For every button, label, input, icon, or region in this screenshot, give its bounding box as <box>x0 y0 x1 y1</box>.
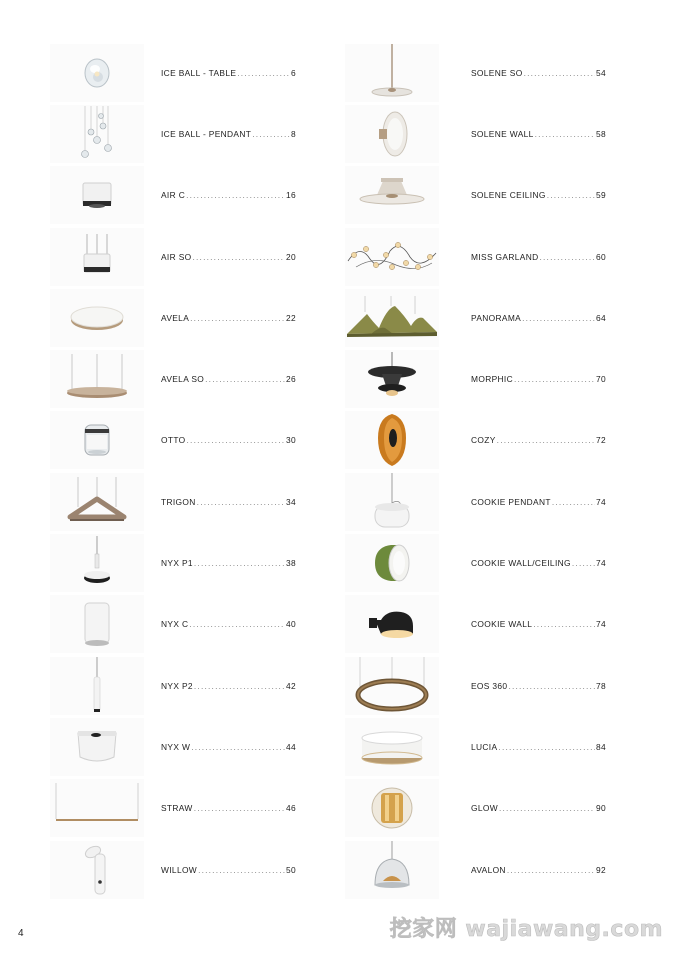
dot-leader <box>197 497 285 507</box>
solene-ceiling-dome-icon <box>345 166 439 224</box>
page-ref: 42 <box>285 680 296 691</box>
trigon-triangular-pendant-icon <box>50 473 144 531</box>
index-entry-text <box>161 742 296 752</box>
eos-360-ring-icon <box>345 657 439 715</box>
index-entry[interactable] <box>50 165 350 226</box>
catalog-index-right-column <box>345 42 645 900</box>
page-ref: 64 <box>595 312 606 323</box>
index-entry-text <box>161 803 296 813</box>
page-ref: 44 <box>285 741 296 752</box>
index-entry-text <box>161 313 296 323</box>
dot-leader <box>540 252 595 262</box>
dot-leader <box>205 374 285 384</box>
nyx-p1-pendant-icon <box>50 534 144 592</box>
product-name: SOLENE CEILING <box>471 190 546 201</box>
page-ref: 78 <box>595 680 606 691</box>
index-entry-text <box>471 313 606 323</box>
index-entry[interactable] <box>345 410 645 471</box>
index-entry[interactable] <box>50 348 350 409</box>
index-entry[interactable] <box>345 839 645 900</box>
page-ref: 20 <box>285 251 296 262</box>
page-ref: 50 <box>285 864 296 875</box>
product-name: COOKIE PENDANT <box>471 496 551 507</box>
product-name: AVELA <box>161 312 190 323</box>
product-name: COOKIE WALL <box>471 619 533 630</box>
page-ref: 30 <box>285 435 296 446</box>
avalon-glass-pendant-icon <box>345 841 439 899</box>
dot-leader <box>198 865 285 875</box>
miss-garland-string-lights-icon <box>345 228 439 286</box>
index-entry[interactable] <box>345 348 645 409</box>
product-name: COZY <box>471 435 496 446</box>
dot-leader <box>499 803 595 813</box>
dot-leader <box>514 374 595 384</box>
index-entry-text <box>471 68 606 78</box>
page-ref: 74 <box>595 558 606 569</box>
dot-leader <box>524 68 595 78</box>
product-name: EOS 360 <box>471 680 508 691</box>
product-name: SOLENE WALL <box>471 128 534 139</box>
index-entry[interactable] <box>345 226 645 287</box>
index-entry[interactable] <box>345 778 645 839</box>
product-name: COOKIE WALL/CEILING <box>471 558 571 569</box>
cozy-amber-wall-shell-icon <box>345 411 439 469</box>
page-ref: 16 <box>285 190 296 201</box>
index-entry[interactable] <box>50 594 350 655</box>
index-entry-text <box>161 374 296 384</box>
index-entry[interactable] <box>50 532 350 593</box>
product-name: SOLENE SO <box>471 67 523 78</box>
dot-leader <box>572 558 595 568</box>
cookie-wall-ceiling-green-icon <box>345 534 439 592</box>
page-ref: 74 <box>595 496 606 507</box>
panorama-felt-mountains-icon <box>345 289 439 347</box>
dot-leader <box>522 313 595 323</box>
index-entry-text <box>471 252 606 262</box>
product-name: WILLOW <box>161 864 198 875</box>
nyx-c-ceiling-cylinder-icon <box>50 595 144 653</box>
dot-leader <box>187 435 285 445</box>
page-ref: 34 <box>285 496 296 507</box>
index-entry[interactable] <box>345 716 645 777</box>
product-name: LUCIA <box>471 741 498 752</box>
dot-leader <box>193 252 285 262</box>
index-entry-text <box>471 435 606 445</box>
cookie-wall-black-icon <box>345 595 439 653</box>
page-ref: 26 <box>285 374 296 385</box>
index-entry[interactable] <box>50 471 350 532</box>
air-so-suspended-cylinder-icon <box>50 228 144 286</box>
index-entry[interactable] <box>50 42 350 103</box>
dot-leader <box>552 497 595 507</box>
index-entry-text <box>471 190 606 200</box>
index-entry-text <box>161 190 296 200</box>
dot-leader <box>547 190 595 200</box>
index-entry-text <box>161 497 296 507</box>
page-ref: 70 <box>595 374 606 385</box>
product-name: TRIGON <box>161 496 196 507</box>
product-name: ICE BALL - TABLE <box>161 67 237 78</box>
dot-leader <box>498 742 595 752</box>
page-ref: 74 <box>595 619 606 630</box>
product-name: STRAW <box>161 803 193 814</box>
index-entry[interactable] <box>345 103 645 164</box>
index-entry-text <box>471 865 606 875</box>
product-name: OTTO <box>161 435 186 446</box>
straw-linear-pendant-icon <box>50 779 144 837</box>
index-entry-text <box>471 619 606 629</box>
page-ref: 90 <box>595 803 606 814</box>
product-name: NYX P2 <box>161 680 193 691</box>
page-ref: 8 <box>290 128 296 139</box>
index-entry[interactable] <box>50 778 350 839</box>
dot-leader <box>535 129 595 139</box>
index-entry[interactable] <box>50 226 350 287</box>
page-ref: 6 <box>290 67 296 78</box>
page-ref: 58 <box>595 128 606 139</box>
index-entry-text <box>161 435 296 445</box>
ice-ball-table-lamp-icon <box>50 44 144 102</box>
lucia-drum-icon <box>345 718 439 776</box>
index-entry[interactable] <box>345 165 645 226</box>
product-name: AIR SO <box>161 251 192 262</box>
index-entry[interactable] <box>50 103 350 164</box>
product-name: ICE BALL - PENDANT <box>161 128 252 139</box>
index-entry-text <box>161 558 296 568</box>
index-entry-text <box>471 497 606 507</box>
index-entry[interactable] <box>345 471 645 532</box>
product-name: NYX C <box>161 619 189 630</box>
product-name: MISS GARLAND <box>471 251 539 262</box>
dot-leader <box>507 865 595 875</box>
product-name: MORPHIC <box>471 374 513 385</box>
air-c-ceiling-cylinder-icon <box>50 166 144 224</box>
nyx-w-wall-light-icon <box>50 718 144 776</box>
page-ref: 54 <box>595 67 606 78</box>
index-entry[interactable] <box>50 716 350 777</box>
index-entry-text <box>161 619 296 629</box>
index-entry-text <box>161 129 296 139</box>
index-entry[interactable] <box>345 42 645 103</box>
dot-leader <box>194 803 285 813</box>
page-ref: 22 <box>285 312 296 323</box>
product-name: PANORAMA <box>471 312 522 323</box>
index-entry[interactable] <box>50 839 350 900</box>
dot-leader <box>189 619 285 629</box>
index-entry-text <box>471 681 606 691</box>
watermark: 挖家网 wajiawang.com <box>389 917 663 942</box>
page-ref: 92 <box>595 864 606 875</box>
dot-leader <box>191 742 285 752</box>
avela-so-suspended-disc-icon <box>50 350 144 408</box>
index-entry-text <box>471 374 606 384</box>
index-entry-text <box>161 865 296 875</box>
solene-wall-disc-icon <box>345 105 439 163</box>
product-name: NYX W <box>161 741 191 752</box>
dot-leader <box>194 558 285 568</box>
index-entry[interactable] <box>345 532 645 593</box>
dot-leader <box>237 68 290 78</box>
index-entry[interactable] <box>50 287 350 348</box>
page-ref: 38 <box>285 558 296 569</box>
page-ref: 60 <box>595 251 606 262</box>
product-name: GLOW <box>471 803 498 814</box>
product-name: NYX P1 <box>161 558 193 569</box>
page-number: 4 <box>18 928 24 939</box>
index-entry-text <box>471 129 606 139</box>
dot-leader <box>508 681 595 691</box>
ice-ball-pendant-cluster-icon <box>50 105 144 163</box>
glow-glass-wall-icon <box>345 779 439 837</box>
page-ref: 72 <box>595 435 606 446</box>
index-entry[interactable] <box>345 655 645 716</box>
dot-leader <box>190 313 285 323</box>
dot-leader <box>186 190 285 200</box>
dot-leader <box>497 435 595 445</box>
solene-so-pendant-icon <box>345 44 439 102</box>
dot-leader <box>252 129 290 139</box>
index-entry-text <box>161 681 296 691</box>
nyx-p2-slim-pendant-icon <box>50 657 144 715</box>
page-ref: 84 <box>595 741 606 752</box>
cookie-pendant-icon <box>345 473 439 531</box>
product-name: AVELA SO <box>161 374 205 385</box>
index-entry[interactable] <box>345 287 645 348</box>
index-entry[interactable] <box>345 594 645 655</box>
index-entry[interactable] <box>50 410 350 471</box>
page-ref: 46 <box>285 803 296 814</box>
product-name: AIR C <box>161 190 186 201</box>
index-entry-text <box>161 68 296 78</box>
index-entry-text <box>161 252 296 262</box>
page-ref: 40 <box>285 619 296 630</box>
index-entry-text <box>471 742 606 752</box>
index-entry[interactable] <box>50 655 350 716</box>
otto-glass-cylinder-icon <box>50 411 144 469</box>
dot-leader <box>194 681 285 691</box>
avela-flush-disc-icon <box>50 289 144 347</box>
page-ref: 59 <box>595 190 606 201</box>
index-entry-text <box>471 803 606 813</box>
willow-wall-lamp-icon <box>50 841 144 899</box>
index-entry-text <box>471 558 606 568</box>
morphic-stacked-pendant-icon <box>345 350 439 408</box>
dot-leader <box>533 619 595 629</box>
product-name: AVALON <box>471 864 506 875</box>
catalog-index-left-column <box>50 42 350 900</box>
